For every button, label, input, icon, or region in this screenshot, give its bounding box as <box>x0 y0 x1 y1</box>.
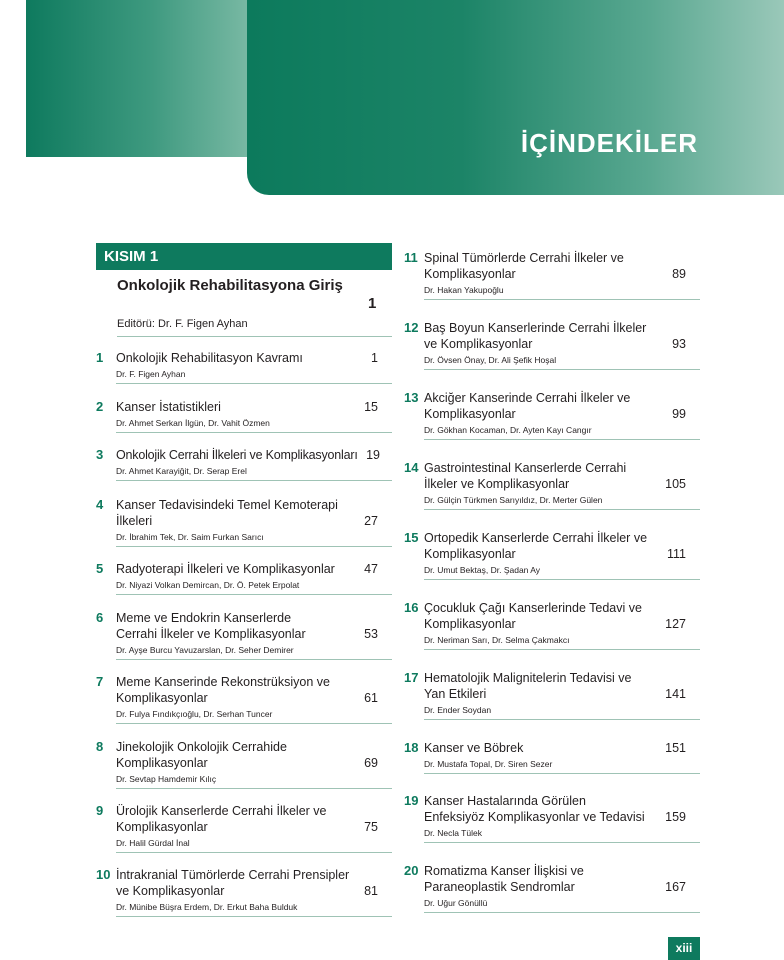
entry-divider <box>424 842 700 843</box>
chapter-title: Onkolojik Rehabilitasyon Kavramı <box>116 351 303 365</box>
chapter-authors: Dr. Fulya Fındıkçıoğlu, Dr. Serhan Tuncer <box>116 709 273 719</box>
chapter-title: Kanser ve Böbrek <box>424 741 524 755</box>
entry-divider <box>424 649 700 650</box>
page-number: 89 <box>672 267 686 281</box>
entry-divider <box>424 719 700 720</box>
chapter-title: Ürolojik Kanserlerde Cerrahi İlkeler ve Komplikasyonlar <box>116 804 327 834</box>
chapter-authors: Dr. Mustafa Topal, Dr. Siren Sezer <box>424 759 553 769</box>
page-number: 19 <box>366 448 380 462</box>
entry-divider <box>116 594 392 595</box>
page-number: 15 <box>364 400 378 414</box>
chapter-authors: Dr. Ayşe Burcu Yavuzarslan, Dr. Seher Demirer <box>116 645 294 655</box>
entry-divider <box>116 480 392 481</box>
chapter-title: Meme ve Endokrin Kanserlerde Cerrahi İlkeler ve Komplikasyonlar <box>116 611 306 641</box>
entry-divider <box>424 773 700 774</box>
chapter-number: 18 <box>404 740 419 755</box>
chapter-title: Radyoterapi İlkeleri ve Komplikasyonlar <box>116 562 335 576</box>
page-number: 99 <box>672 407 686 421</box>
header-band-left <box>26 0 256 157</box>
entry-divider <box>116 788 392 789</box>
chapter-authors: Dr. Gülçin Türkmen Sarıyıldız, Dr. Merter Gülen <box>424 495 603 505</box>
entry-divider <box>424 579 700 580</box>
chapter-number: 14 <box>404 460 419 475</box>
chapter-title: Meme Kanserinde Rekonstrüksiyon ve Komplikasyonlar <box>116 675 330 705</box>
page-number: 47 <box>364 562 378 576</box>
part-label: KISIM 1 <box>96 243 392 270</box>
chapter-authors: Dr. Gökhan Kocaman, Dr. Ayten Kayı Cangır <box>424 425 592 435</box>
entry-divider <box>116 723 392 724</box>
page-number: 81 <box>364 884 378 898</box>
chapter-authors: Dr. Halil Gürdal İnal <box>116 838 190 848</box>
page-number: 53 <box>364 627 378 641</box>
page-number: 127 <box>665 617 686 631</box>
chapter-title: Jinekolojik Onkolojik Cerrahide Komplikasyonlar <box>116 740 287 770</box>
chapter-title: Kanser İstatistikleri <box>116 400 221 414</box>
chapter-number: 19 <box>404 793 419 808</box>
part-divider <box>117 336 392 337</box>
chapter-title: Spinal Tümörlerde Cerrahi İlkeler ve Komplikasyonlar <box>424 251 624 281</box>
chapter-authors: Dr. Uğur Gönüllü <box>424 898 488 908</box>
part-editor: Editörü: Dr. F. Figen Ayhan <box>117 318 248 330</box>
chapter-number: 16 <box>404 600 419 615</box>
entry-divider <box>116 383 392 384</box>
chapter-number: 10 <box>96 867 111 882</box>
page-number: 111 <box>666 547 686 561</box>
chapter-title: Romatizma Kanser İlişkisi ve Paraneoplastik Sendromlar <box>424 864 584 894</box>
entry-divider <box>116 659 392 660</box>
chapter-title: Baş Boyun Kanserlerinde Cerrahi İlkeler ve Komplikasyonlar <box>424 321 647 351</box>
chapter-authors: Dr. Hakan Yakupoğlu <box>424 285 504 295</box>
page-number: 61 <box>364 691 378 705</box>
chapter-title: Hematolojik Malignitelerin Tedavisi ve Yan Etkileri <box>424 671 632 701</box>
entry-divider <box>424 912 700 913</box>
page-number: 151 <box>665 741 686 755</box>
page-number: 105 <box>665 477 686 491</box>
chapter-number: 12 <box>404 320 419 335</box>
chapter-number: 2 <box>96 399 104 414</box>
chapter-title: Onkolojik Cerrahi İlkeleri ve Komplikasyonları <box>116 448 358 462</box>
chapter-number: 5 <box>96 561 104 576</box>
page-number: 141 <box>665 687 686 701</box>
chapter-authors: Dr. Necla Tülek <box>424 828 482 838</box>
part-title: Onkolojik Rehabilitasyona Giriş <box>117 277 343 294</box>
entry-divider <box>424 439 700 440</box>
page-number: 167 <box>665 880 686 894</box>
chapter-authors: Dr. Sevtap Hamdemir Kılıç <box>116 774 217 784</box>
chapter-number: 4 <box>96 497 104 512</box>
chapter-number: 15 <box>404 530 419 545</box>
chapter-authors: Dr. Niyazi Volkan Demircan, Dr. Ö. Petek Erpolat <box>116 580 300 590</box>
page-number: 159 <box>665 810 686 824</box>
part-page-number: 1 <box>368 295 377 312</box>
chapter-authors: Dr. İbrahim Tek, Dr. Saim Furkan Sarıcı <box>116 532 264 542</box>
chapter-title: Çocukluk Çağı Kanserlerinde Tedavi ve Komplikasyonlar <box>424 601 642 631</box>
entry-divider <box>116 432 392 433</box>
entry-divider <box>116 546 392 547</box>
chapter-number: 13 <box>404 390 419 405</box>
chapter-number: 6 <box>96 610 104 625</box>
page-number: 27 <box>364 514 378 528</box>
chapter-number: 11 <box>404 250 418 265</box>
page-title: İÇİNDEKİLER <box>520 128 698 158</box>
chapter-authors: Dr. Ahmet Serkan İlgün, Dr. Vahit Özmen <box>116 418 270 428</box>
chapter-authors: Dr. Övsen Önay, Dr. Ali Şefik Hoşal <box>424 355 557 365</box>
chapter-title: Kanser Tedavisindeki Temel Kemoterapi İlkeleri <box>116 498 338 528</box>
entry-divider <box>116 852 392 853</box>
entry-divider <box>424 299 700 300</box>
chapter-title: Ortopedik Kanserlerde Cerrahi İlkeler ve Komplikasyonlar <box>424 531 648 561</box>
chapter-number: 9 <box>96 803 104 818</box>
page-number: 1 <box>371 351 378 365</box>
chapter-title: Gastrointestinal Kanserlerde Cerrahi İlkeler ve Komplikasyonlar <box>424 461 627 491</box>
chapter-number: 7 <box>96 674 104 689</box>
page-number: 93 <box>672 337 686 351</box>
chapter-authors: Dr. Neriman Sarı, Dr. Selma Çakmakcı <box>424 635 570 645</box>
header-band-right <box>247 0 784 195</box>
chapter-number: 8 <box>96 739 104 754</box>
page-folio: xiii <box>668 937 700 960</box>
chapter-authors: Dr. Ender Soydan <box>424 705 492 715</box>
page-number: 69 <box>364 756 378 770</box>
entry-divider <box>424 369 700 370</box>
page-number: 75 <box>364 820 378 834</box>
chapter-authors: Dr. Umut Bektaş, Dr. Şadan Ay <box>424 565 541 575</box>
chapter-number: 17 <box>404 670 419 685</box>
chapter-title: Kanser Hastalarında Görülen Enfeksiyöz Komplikasyonlar ve Tedavisi <box>424 794 645 824</box>
chapter-title: İntrakranial Tümörlerde Cerrahi Prensipler ve Komplikasyonlar <box>116 868 350 898</box>
chapter-number: 20 <box>404 863 419 878</box>
chapter-number: 1 <box>96 350 104 365</box>
entry-divider <box>116 916 392 917</box>
chapter-authors: Dr. F. Figen Ayhan <box>116 369 186 379</box>
chapter-authors: Dr. Ahmet Karayiğit, Dr. Serap Erel <box>116 466 247 476</box>
chapter-title: Akciğer Kanserinde Cerrahi İlkeler ve Komplikasyonlar <box>424 391 631 421</box>
entry-divider <box>424 509 700 510</box>
chapter-authors: Dr. Münibe Büşra Erdem, Dr. Erkut Baha Bulduk <box>116 902 298 912</box>
chapter-number: 3 <box>96 447 104 462</box>
